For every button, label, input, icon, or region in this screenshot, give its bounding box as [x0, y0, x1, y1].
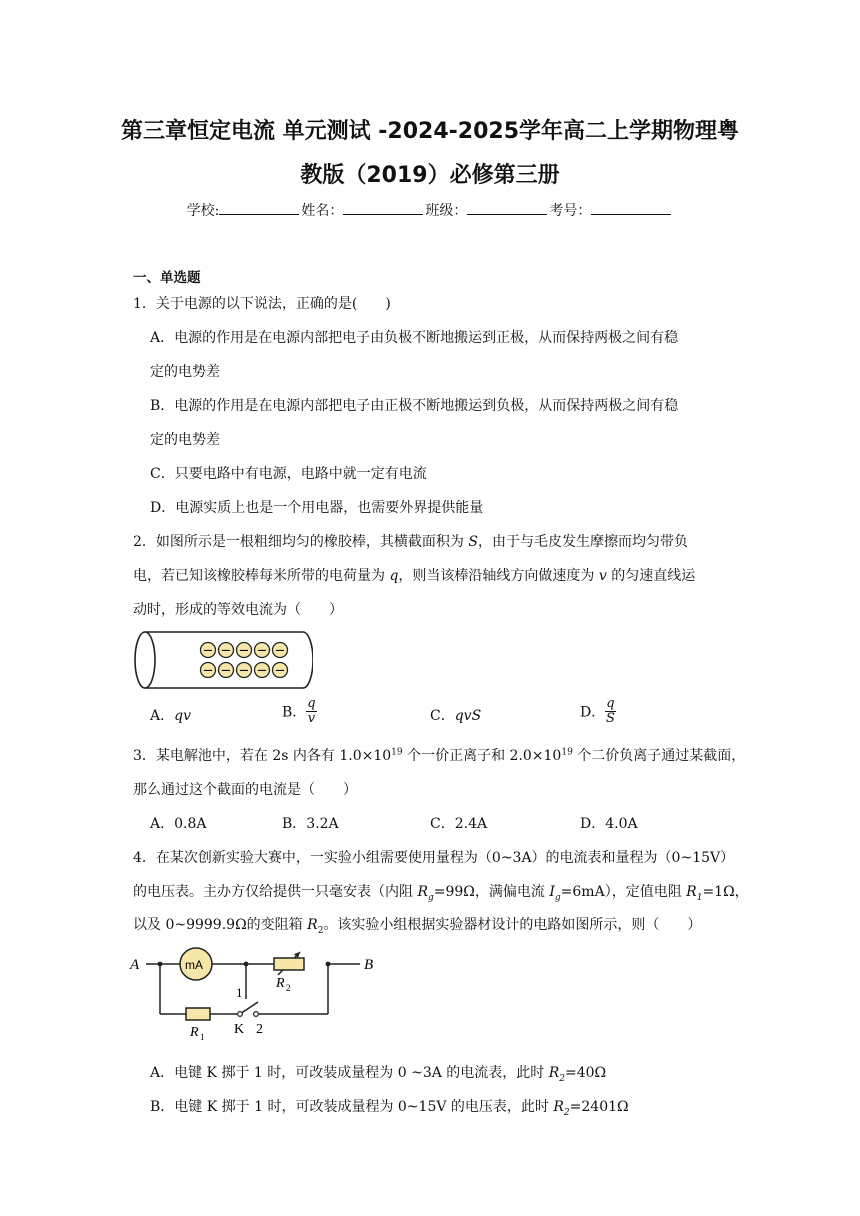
q4-text: 以及 0~9999.9Ω的变阻箱 — [133, 917, 308, 933]
class-blank[interactable] — [467, 202, 547, 215]
minus-sign: − — [256, 643, 268, 659]
minus-sign: − — [220, 643, 232, 659]
q3-option-d: D．4.0A — [580, 816, 638, 832]
section-heading: 一、单选题 — [133, 270, 201, 286]
fraction-denominator: S — [605, 711, 615, 726]
q2-stem-line1 — [133, 531, 688, 551]
rubber-rod-figure — [133, 628, 313, 692]
q2-symbol-q: q — [389, 568, 399, 584]
q3-option-b: B．3.2A — [282, 816, 339, 832]
title-line-1: 第三章恒定电流 单元测试 -2024-2025学年高二上学期物理粤 — [120, 119, 740, 144]
q1-option-a-line1: A．电源的作用是在电源内部把电子由负极不断地搬运到正极，从而保持两极之间有稳 — [150, 330, 679, 346]
name-label: 姓名： — [301, 203, 344, 219]
q3-text: 个二价负离子通过某截面， — [572, 748, 746, 764]
school-label: 学校: — [186, 203, 220, 219]
q3-stem-line1 — [133, 745, 745, 765]
q4-option-text: =40Ω — [565, 1065, 607, 1081]
symbol-R: R — [686, 884, 697, 900]
q1-stem: 1．关于电源的以下说法，正确的是( ) — [133, 296, 391, 312]
minus-sign: − — [238, 663, 250, 679]
option-value: qvS — [454, 708, 482, 724]
q2-text: ，由于与毛皮发生摩擦而均匀带负 — [477, 534, 688, 550]
q2-option-d — [580, 697, 616, 726]
q1-option-d: D．电源实质上也是一个用电器，也需要外界提供能量 — [150, 500, 484, 516]
subscript-g: g — [554, 892, 561, 903]
q4-text: =99Ω，满偏电流 — [433, 884, 550, 900]
option-label: B． — [282, 704, 307, 721]
q3-option-a: A．0.8A — [150, 816, 207, 832]
fraction-q-over-S — [605, 697, 615, 726]
terminal-B-label: B — [364, 957, 374, 973]
fraction-denominator: v — [307, 711, 316, 726]
q2-symbol-v: v — [598, 568, 607, 584]
q4-stem-line2 — [133, 881, 749, 903]
option-value: qv — [174, 708, 191, 724]
r2-subscript: 2 — [286, 983, 291, 993]
minus-sign: − — [202, 643, 214, 659]
fraction-numerator: q — [307, 696, 316, 711]
symbol-R: R — [553, 1099, 564, 1115]
q3-option-c: C．2.4A — [430, 816, 488, 832]
q2-text: 2．如图所示是一根粗细均匀的橡胶棒，其横截面积为 — [133, 534, 469, 550]
subscript-g: g — [428, 892, 434, 903]
fraction-q-over-v — [306, 697, 316, 726]
q2-text: 电，若已知该橡胶棒每米所带的电荷量为 — [133, 568, 390, 584]
r2-label: R — [276, 976, 285, 991]
q1-option-a-line2: 定的电势差 — [150, 364, 220, 380]
q2-option-b — [282, 697, 317, 726]
minus-sign: − — [202, 663, 214, 679]
school-blank[interactable] — [219, 202, 299, 215]
r1-subscript: 1 — [200, 1032, 205, 1042]
q4-text: 的电压表。主办方仅给提供一只毫安表（内阻 — [133, 884, 418, 900]
exponent: 19 — [561, 747, 573, 758]
option-label: D． — [580, 704, 606, 721]
q4-option-text: A．电键 K 掷于 1 时，可改装成量程为 0 ~3A 的电流表，此时 — [150, 1065, 549, 1081]
name-blank[interactable] — [343, 202, 423, 215]
r1-label: R — [190, 1025, 199, 1040]
q4-option-text: =2401Ω — [569, 1099, 629, 1115]
switch-label-K: K — [234, 1022, 245, 1037]
q2-text: 的匀速直线运 — [606, 568, 696, 584]
subscript-2: 2 — [317, 925, 324, 936]
switch-position-2: 2 — [256, 1022, 263, 1037]
circuit-diagram — [128, 945, 388, 1045]
q3-text: 3．某电解池中，若在 2s 内各有 1.0×10 — [133, 748, 392, 764]
minus-sign: − — [220, 663, 232, 679]
q4-option-a — [150, 1062, 606, 1084]
fraction-numerator: q — [606, 696, 615, 711]
q4-stem-line1: 4．在某次创新实验大赛中，一实验小组需要使用量程为（0~3A）的电流表和量程为（0~15V） — [133, 850, 735, 866]
q3-text: 个一价正离子和 2.0×10 — [402, 748, 562, 764]
q2-option-c — [430, 705, 481, 725]
q2-option-a — [150, 705, 191, 725]
switch-position-1: 1 — [236, 985, 243, 1000]
q1-option-c: C．只要电路中有电源，电路中就一定有电流 — [150, 466, 427, 482]
subscript-1: 1 — [696, 892, 703, 903]
symbol-R: R — [307, 917, 318, 933]
minus-sign: − — [256, 663, 268, 679]
terminal-A-label: A — [130, 957, 140, 973]
q4-option-b — [150, 1096, 629, 1118]
q1-option-b-line1: B．电源的作用是在电源内部把电子由正极不断地搬运到负极，从而保持两极之间有稳 — [150, 398, 679, 414]
q4-stem-line3 — [133, 914, 701, 936]
symbol-R: R — [548, 1065, 560, 1081]
minus-sign: − — [274, 663, 286, 679]
symbol-R: R — [417, 884, 428, 900]
q4-text: 。该实验小组根据实验器材设计的电路如图所示，则（ ） — [323, 917, 702, 933]
class-label: 班级： — [425, 203, 468, 219]
minus-sign: − — [238, 643, 250, 659]
number-label: 考号： — [549, 203, 592, 219]
milliammeter-label: mA — [185, 958, 203, 972]
q4-text: =1Ω， — [702, 884, 749, 900]
subscript-2: 2 — [563, 1107, 570, 1118]
info-line — [0, 200, 860, 220]
option-label: A． — [150, 708, 175, 724]
q2-stem-line2 — [133, 565, 695, 585]
minus-sign: − — [274, 643, 286, 659]
symbol-I: I — [549, 884, 555, 900]
q4-text: =6mA），定值电阻 — [560, 884, 687, 900]
title-line-2: 教版（2019）必修第三册 — [300, 163, 560, 188]
q2-stem-line3: 动时，形成的等效电流为（ ） — [133, 602, 343, 618]
q1-option-b-line2: 定的电势差 — [150, 432, 220, 448]
q4-option-text: B．电键 K 掷于 1 时，可改装成量程为 0~15V 的电压表，此时 — [150, 1099, 554, 1115]
q2-text: ，则当该棒沿轴线方向做速度为 — [398, 568, 599, 584]
exponent: 19 — [391, 747, 403, 758]
q2-symbol-S: S — [468, 534, 478, 550]
option-label: C． — [430, 708, 455, 724]
number-blank[interactable] — [591, 202, 671, 215]
subscript-2: 2 — [559, 1073, 566, 1084]
q3-stem-line2: 那么通过这个截面的电流是（ ） — [133, 782, 357, 798]
